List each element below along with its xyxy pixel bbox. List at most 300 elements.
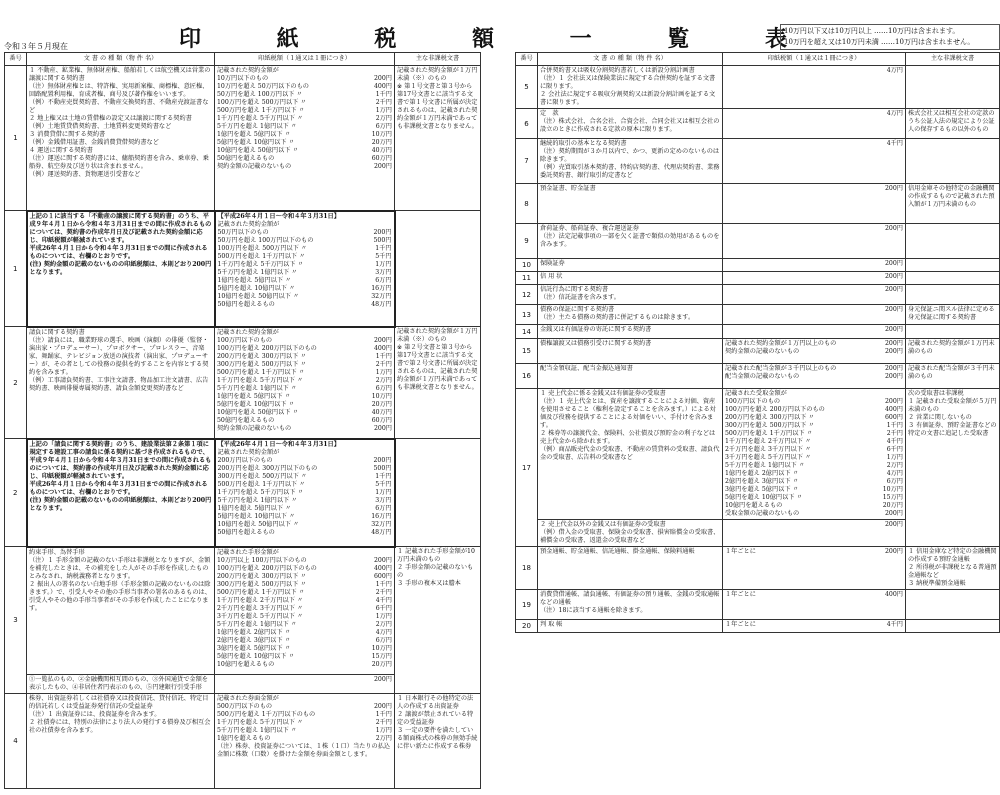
tax-cell [723, 339, 906, 364]
tax-condition: 1億円を超え 2億円以下 〃 [725, 470, 799, 477]
tax-cell [215, 547, 395, 675]
exempt-cell: １ 日本銀行その他特定の法人の作成する出資証券 ２ 譲渡が禁止されている特定の受益証券 ３ 一定の要件を満たしている額面株式の株券の無効手続に伴い新たに作成する株券 [395, 694, 481, 789]
row-number: 13 [516, 305, 538, 325]
tax-condition: 契約金額の記載のないもの [217, 424, 292, 432]
tax-line [725, 326, 903, 334]
row-number: 2 [5, 439, 27, 547]
row-number: 14 [516, 325, 538, 339]
tax-amount: 32万円 [371, 520, 392, 528]
exempt-cell [906, 139, 1000, 184]
right-table [515, 52, 1000, 633]
table-row [516, 590, 1000, 620]
tax-condition: 10億円を超え 50億円以下 〃 [217, 408, 299, 416]
tax-amount: 1万円 [375, 260, 392, 268]
tax-amount: 60万円 [371, 416, 392, 424]
exempt-cell: １ 記載された手形金額が10万円未満のもの ２ 手形金額の記載のないもの ３ 手形の複本又は謄本 [395, 547, 481, 694]
tax-condition: 3億円を超え 5億円以下 〃 [217, 644, 291, 652]
tax-line [218, 497, 392, 505]
tax-line [218, 253, 392, 261]
tax-condition: 受取金額の記載のないもの [725, 510, 800, 517]
tax-condition: 記載された契約金額が１万円以上のもの [725, 340, 837, 347]
doc-cell: 債権譲渡又は債務引受けに関する契約書 [538, 339, 723, 364]
tax-cell [215, 439, 395, 547]
doc-cell: 上記の１に該当する「不動産の譲渡に関する契約書」のうち、平成９年４月１日から令和４年３月31日までの間に作成されるものについては、契約書の作成年月日及び記載された契約金額に応じ、印紙税額が軽減されています。 平成26年４月１日から令和４年３月31日までの間に作成されるものについては、右欄のとおりです。 (注) 契約金額の記載のないものの印紙税額は、本則どおり200円となります。 [27, 211, 215, 327]
tax-condition: １年ごとに [725, 621, 756, 628]
tax-condition: 5千万円を超え 1億円以下 〃 [217, 384, 297, 392]
tax-line [218, 237, 392, 245]
tax-condition: 3億円を超え 5億円以下 〃 [725, 486, 799, 493]
tax-amount: 200円 [374, 75, 392, 82]
tax-amount: 200円 [885, 373, 903, 380]
tax-line [725, 494, 903, 502]
tax-amount: 200円 [373, 456, 392, 464]
table-row [516, 364, 1000, 389]
tax-cell [723, 305, 906, 325]
doc-cell: 定 款 （注）株式会社、合名会社、合資会社、合同会社又は相互会社の設立のときに作成される定款の原本に限ります。 [538, 109, 723, 139]
tax-cell: 200円 [723, 520, 906, 547]
tax-line [217, 401, 392, 409]
tax-condition: 1千万円を超え 2千万円以下 〃 [725, 438, 812, 445]
tax-amount: 6万円 [375, 636, 392, 644]
tax-note: （注）株券、投資証券については、１株（１口）当たりの払込金額に株数（口数）を掛けた金額を券面金額とします。 [217, 743, 391, 758]
tax-cell [215, 66, 395, 211]
as-of-date: 令和３年５月現在 [4, 42, 68, 51]
table-row [5, 547, 481, 675]
tax-amount: 200円 [885, 273, 903, 280]
tax-line [217, 99, 392, 107]
tax-line [217, 695, 392, 703]
doc-cell: １ 売上代金に係る金銭又は有価証券の受取書 （注）１ 売上代金とは、資産を譲渡することによる対価、資産を使用させること（権利を設定することを含みます。）による対価及び役務を提供することによる対価をいい、手付けを含みます。 ２ 株券等の譲渡代金、保険料、公社債及び預貯金の利子などは売上代金から除かれます。 （例）商品販売代金の受取書、不動産の賃貸料の受取書、請負代金の受取書、広告料の受取書など [538, 389, 723, 520]
tax-amount: 1千円 [375, 244, 392, 252]
tax-line [218, 261, 392, 269]
exempt-cell [906, 620, 1000, 633]
tax-condition: 5億円を超え 10億円以下 〃 [217, 400, 295, 408]
tax-line [217, 727, 392, 735]
tax-line [725, 140, 903, 148]
tax-amount: 15万円 [882, 494, 903, 501]
tax-line [725, 67, 903, 75]
tax-condition: 300万円を超え 500万円以下 〃 [217, 472, 307, 480]
tax-amount: 400円 [374, 83, 392, 90]
tax-amount: 2万円 [375, 376, 392, 384]
table-row [516, 389, 1000, 520]
header-tax: 印紙税額（１通又は１冊につき） [215, 53, 395, 66]
tax-amount: 20万円 [371, 139, 392, 146]
tax-line [217, 629, 392, 637]
tax-line [217, 91, 392, 99]
exempt-cell: 次の受取書は非課税 １ 記載された受取金額が５万円未満のもの ２ 営業に関しないもの ３ 有価証券、預貯金証書などの特定の文書に追記した受取書 [906, 389, 1000, 547]
tax-amount: 200円 [885, 225, 903, 232]
tax-amount: 4千円 [886, 621, 903, 628]
doc-cell: 信託行為に関する契約書 （注）信託証書を含みます。 [538, 285, 723, 305]
tax-line [217, 557, 392, 565]
tax-condition: 200万円を超え 300万円以下 〃 [725, 414, 815, 421]
tax-amount: 10万円 [371, 644, 392, 652]
tax-amount: 200円 [885, 365, 903, 372]
tax-line [218, 489, 392, 497]
tax-amount: 20万円 [371, 660, 392, 668]
tax-condition: 100万円を超え 500万円以下 〃 [217, 99, 307, 106]
tax-condition: 100万円以下のもの [725, 398, 781, 405]
tax-amount: 2千円 [375, 588, 392, 596]
tax-amount: 3万円 [375, 496, 392, 504]
header-no: 番号 [516, 53, 538, 66]
exempt-cell [395, 211, 481, 327]
tax-line [218, 529, 392, 537]
tax-line [217, 75, 392, 83]
tax-line [217, 107, 392, 115]
tax-line [217, 703, 392, 711]
table-row [5, 694, 481, 789]
tax-line [725, 348, 903, 356]
exempt-cell: 信用金庫その他特定の金融機関の作成するもので記載された預入額が１万円未満のもの [906, 184, 1000, 224]
tax-amount: 200円 [374, 703, 392, 710]
row-number: 15 [516, 339, 538, 364]
doc-cell: 消費貸借通帳、請負通帳、有価証券の預り通帳、金銭の受取通帳などの通帳 （注）18に該当する通帳を除きます。 [538, 590, 723, 620]
tax-amount: 4万円 [886, 110, 903, 117]
tax-line [218, 301, 392, 309]
header-exempt: 主な非課税文書 [395, 53, 481, 66]
doc-cell: 保険証券 [538, 259, 723, 272]
tax-line [725, 438, 903, 446]
exempt-cell [906, 285, 1000, 305]
tax-line [217, 645, 392, 653]
exempt-cell: 身元保証ニ関スル法律に定める身元保証に関する契約書 [906, 305, 1000, 325]
tax-amount: 1千円 [375, 580, 392, 588]
tax-line [218, 449, 392, 457]
tax-amount: 200円 [885, 398, 903, 405]
doc-cell: ２ 売上代金以外の金銭又は有価証券の受取書 （例）借入金の受取書、保険金の受取書、損害賠償金の受取書、補償金の受取書、返還金の受取書など [538, 520, 723, 547]
tax-condition: 1億円を超え 5億円以下 〃 [217, 392, 291, 400]
period-label: 【平成26年４月１日～令和４年３月31日】 [217, 212, 340, 220]
exempt-cell: 記載された契約金額が１万円未満（※）のもの ※ 第２号文書と第３号から第17号文書とに該当する文書で第２号文書に所属が決定されるものは、記載された契約金額が１万円未満であっても非課税文書となりません。 [395, 327, 481, 439]
tax-amount: 1万円 [375, 368, 392, 376]
tax-amount: 4万円 [886, 470, 903, 477]
tax-line [725, 621, 903, 629]
tax-amount: 2万円 [375, 115, 392, 122]
tax-condition: 1億円を超え 5億円以下 〃 [217, 276, 292, 284]
tax-cell [723, 224, 906, 259]
tax-amount: 200円 [885, 348, 903, 355]
tax-amount: 4千円 [375, 596, 392, 604]
tax-amount: 5千円 [375, 252, 392, 260]
tax-condition: 2億円を超え 3億円以下 〃 [725, 478, 799, 485]
tax-line [725, 286, 903, 294]
tax-condition: 5千万円を超え 1億円以下 〃 [217, 620, 297, 628]
tax-line [725, 260, 903, 268]
tax-condition: 5千万円を超え 1億円以下 〃 [217, 123, 297, 130]
tax-condition: 記載された契約金額が [217, 220, 280, 228]
tax-condition: 100万円を超え 200万円以下のもの [217, 344, 317, 352]
tax-condition: 50億円を超えるもの [217, 528, 275, 536]
tax-line [218, 473, 392, 481]
row-number: 20 [516, 620, 538, 633]
tax-condition: 100万円を超え 500万円以下 〃 [217, 244, 307, 252]
tax-condition: 5億円を超え 10億円以下 〃 [725, 494, 803, 501]
row-number: 11 [516, 272, 538, 285]
tax-amount: 6千円 [886, 446, 903, 453]
tax-line [725, 502, 903, 510]
tax-line [725, 406, 903, 414]
tax-condition: 500万円を超え 1千万円以下 〃 [725, 430, 813, 437]
doc-cell: 預金通帳、貯金通帳、信託通帳、掛金通帳、保険料通帳 [538, 547, 723, 590]
tax-line [725, 430, 903, 438]
tax-amount: 200円 [885, 286, 903, 293]
tax-line [218, 293, 392, 301]
tax-amount: 1千円 [375, 352, 392, 360]
doc-cell: 請負に関する契約書 （注）請負には、職業野球の選手、映画（演劇）の俳優（監督・演出家・プロデューサー）、プロボクサー、プロレスラー、音楽家、舞踊家、テレビジョン放送の演技者（演出家、プロデューサー）が、その者としての役務の提供を約することを内容とする契約を含みます。 （例）工事請負契約書、工事注文請書、物品加工注文請書、広告契約書、映画俳優専属契約書、請負金額変更契約書など [27, 327, 215, 439]
doc-cell: 判 取 帳 [538, 620, 723, 633]
tax-amount: 200円 [885, 510, 903, 517]
tax-condition: 1千万円を超え 5千万円以下 〃 [217, 719, 304, 726]
tax-line [217, 719, 392, 727]
row-number: 10 [516, 259, 538, 272]
tax-condition: 50億円を超えるもの [217, 416, 275, 424]
table-row [516, 259, 1000, 272]
row-number: 3 [5, 547, 27, 694]
exempt-cell [906, 325, 1000, 339]
tax-condition: 10万円以上 100万円以下のもの [217, 556, 307, 564]
tax-condition: 100万円を超え 200万円以下のもの [217, 564, 317, 572]
tax-line [725, 365, 903, 373]
tax-cell [215, 211, 395, 327]
tax-amount: 500円 [373, 236, 392, 244]
row-number: 17 [516, 389, 538, 547]
exempt-cell: 記載された契約金額が１万円未満（※）のもの ※ 第１号文書と第３号から第17号文書とに該当する文書で第１号文書に所属が決定されるものは、記載された契約金額が１万円未満であっても非課税文書となりません。 [395, 66, 481, 211]
tax-line [217, 329, 392, 337]
tax-amount: 200円 [374, 163, 392, 170]
tax-amount: 200円 [373, 228, 392, 236]
tax-amount: 48万円 [371, 528, 392, 536]
tax-condition: 配当金額の記載のないもの [725, 373, 800, 380]
tax-line [217, 597, 392, 605]
table-row [5, 211, 481, 327]
tax-line [725, 446, 903, 454]
tax-condition: 1千万円を超え 5千万円以下 〃 [217, 488, 304, 496]
tax-amount: 6万円 [886, 478, 903, 485]
row-number: 16 [516, 364, 538, 389]
tax-line [218, 521, 392, 529]
tax-line [725, 225, 903, 233]
tax-line [725, 548, 903, 556]
tax-condition: 1億円を超えるもの [217, 735, 271, 742]
row-number: 18 [516, 547, 538, 590]
tax-amount: 16万円 [371, 512, 392, 520]
tax-condition: 10億円を超え 50億円以下 〃 [217, 520, 300, 528]
table-row [5, 327, 481, 439]
tax-amount: 1万円 [375, 107, 392, 114]
tax-condition: 5千万円を超え 1億円以下 〃 [217, 496, 298, 504]
tax-condition: 500万円を超え 1千万円以下 〃 [217, 107, 305, 114]
tax-cell [723, 590, 906, 620]
tax-condition: 1億円を超え 2億円以下 〃 [217, 628, 291, 636]
tax-line [217, 605, 392, 613]
tax-line [217, 621, 392, 629]
tax-line [217, 661, 392, 669]
tax-line [725, 398, 903, 406]
tax-line [725, 486, 903, 494]
tax-line [217, 581, 392, 589]
tax-amount: 1千円 [375, 91, 392, 98]
tax-condition: 50万円を超え 100万円以下のもの [217, 236, 314, 244]
tax-condition: 1億円を超え 5億円以下 〃 [217, 504, 292, 512]
tax-condition: 記載された契約金額が [217, 67, 279, 74]
row-number: 1 [5, 66, 27, 211]
tax-amount: 200円 [374, 424, 392, 432]
tax-line [725, 306, 903, 314]
tax-cell [723, 66, 906, 109]
tax-condition: 500万円以下のもの [217, 703, 273, 710]
exempt-cell [906, 259, 1000, 272]
exempt-cell [906, 590, 1000, 620]
table-row [516, 272, 1000, 285]
tax-condition: 2千万円を超え 3千万円以下 〃 [217, 604, 304, 612]
tax-cell [723, 259, 906, 272]
tax-amount: 400円 [374, 344, 392, 352]
tax-condition: 500万円を超え 1千万円以下 〃 [217, 588, 305, 596]
tax-amount: 1千円 [375, 472, 392, 480]
tax-amount: 200円 [374, 556, 392, 564]
tax-condition: 5億円を超え 10億円以下 〃 [217, 652, 295, 660]
tax-condition: 300万円を超え 500万円以下 〃 [217, 360, 307, 368]
tax-line [217, 409, 392, 417]
tax-condition: 200万円を超え 300万円以下 〃 [217, 352, 307, 360]
tax-line [217, 123, 392, 131]
row-number: 8 [516, 184, 538, 224]
tax-amount: 2千円 [375, 719, 392, 726]
tax-amount: 2千円 [375, 360, 392, 368]
tax-line [725, 110, 903, 118]
tax-line [218, 465, 392, 473]
doc-cell: 債務の保証に関する契約書 （注）主たる債務の契約書に併記するものは除きます。 [538, 305, 723, 325]
tax-condition: 2千万円を超え 3千万円以下 〃 [725, 446, 812, 453]
tax-line [725, 478, 903, 486]
tax-condition: 記載された配当金額が３千円以上のもの [725, 365, 837, 372]
row-number: 4 [5, 694, 27, 789]
exempt-cell [906, 224, 1000, 259]
tax-amount: 4万円 [375, 628, 392, 636]
tax-condition: 200万円を超え 300万円以下 〃 [217, 572, 307, 580]
period-label: 【平成26年４月１日～令和４年３月31日】 [217, 440, 340, 448]
table-row [516, 547, 1000, 590]
table-row [5, 439, 481, 547]
tax-condition: 10万円以下のもの [217, 75, 269, 82]
tax-amount: 200円 [885, 548, 903, 555]
row-number: 7 [516, 139, 538, 184]
tax-condition: 記載された契約金額が [217, 448, 280, 456]
exempt-cell: 記載された契約金額が１万円未満のもの [906, 339, 1000, 364]
tax-amount: 32万円 [371, 292, 392, 300]
tax-condition: 1千万円を超え 5千万円以下 〃 [217, 260, 304, 268]
tax-amount: 2千円 [886, 430, 903, 437]
tax-line [217, 83, 392, 91]
tax-condition: 3千万円を超え 5千万円以下 〃 [725, 454, 812, 461]
note-box [780, 24, 1000, 50]
tax-amount: 2万円 [375, 735, 392, 742]
tax-amount: 2万円 [886, 462, 903, 469]
tax-condition: 記載された受取金額が [725, 390, 787, 397]
tax-cell [723, 547, 906, 590]
doc-cell: 預金証書、貯金証書 [538, 184, 723, 224]
table-row [516, 339, 1000, 364]
tax-line [725, 414, 903, 422]
tax-line [218, 269, 392, 277]
tax-line [218, 277, 392, 285]
tax-line [217, 549, 392, 557]
tax-amount: 400円 [374, 564, 392, 572]
tax-line [217, 369, 392, 377]
tax-amount: 40万円 [371, 408, 392, 416]
tax-amount: 1万円 [375, 488, 392, 496]
table-row [516, 66, 1000, 109]
tax-line [218, 457, 392, 465]
doc-cell: 上記の「請負に関する契約書」のうち、建設業法第２条第１項に規定する建設工事の請負に係る契約に基づき作成されるもので、平成９年４月１日から令和４年３月31日までの間に作成されるものについては、契約書の作成年月日及び記載された契約金額に応じ、印紙税額が軽減されています。 平成26年４月１日から令和４年３月31日までの間に作成されるものについては、右欄のとおりです。 (注) 契約金額の記載のないものの印紙税額は、本則どおり200円となります。 [27, 439, 215, 547]
tax-amount: 6万円 [375, 384, 392, 392]
tax-amount: 400円 [885, 406, 903, 413]
tax-line [218, 513, 392, 521]
tax-amount: 1万円 [375, 612, 392, 620]
row-number: 6 [516, 109, 538, 139]
tax-condition: １年ごとに [725, 548, 756, 555]
tax-line [217, 613, 392, 621]
tax-cell [723, 184, 906, 224]
tax-condition: 記載された手形金額が [217, 548, 279, 556]
tax-line [217, 155, 392, 163]
tax-condition: １年ごとに [725, 591, 756, 598]
tax-amount: 4千円 [886, 438, 903, 445]
tax-amount: 6万円 [375, 123, 392, 130]
tax-line [218, 229, 392, 237]
tax-condition: 1千万円を超え 5千万円以下 〃 [217, 115, 304, 122]
tax-line [218, 481, 392, 489]
exempt-cell [395, 439, 481, 547]
tax-cell [215, 327, 395, 439]
tax-cell [723, 109, 906, 139]
exempt-cell [906, 66, 1000, 109]
tax-line [217, 147, 392, 155]
tax-amount: 1千円 [886, 422, 903, 429]
tax-line [725, 510, 903, 518]
exempt-cell: 株式会社又は相互会社の定款のうち公証人法の規定により公証人の保存するもの以外のもの [906, 109, 1000, 139]
tax-amount: 200円 [374, 336, 392, 344]
tax-amount: 20万円 [371, 400, 392, 408]
tax-condition: 5億円を超え 10億円以下 〃 [217, 139, 295, 146]
tax-amount: 10万円 [882, 486, 903, 493]
tax-condition: 50億円を超えるもの [217, 155, 275, 162]
tax-line [725, 470, 903, 478]
tax-line [725, 373, 903, 381]
tax-condition: 100万円を超え 200万円以下のもの [725, 406, 825, 413]
tax-condition: 5億円を超え 10億円以下 〃 [217, 284, 296, 292]
tax-condition: 1億円を超え 5億円以下 〃 [217, 131, 291, 138]
doc-cell: 約束手形、為替手形 （注）１ 手形金額の記載のない手形は非課税となりますが、金額を補充したときは、その補充をした人がその手形を作成したものとみなされ、納税義務者となります。 ２ 振出人の署名のない白地手形（手形金額の記載のないものは除きます。）で、引受人やその他の手形当事者の署名のあるものは、引受人やその他の手形当事者がその手形を作成したことになります。 [27, 547, 215, 675]
tax-amount: 400円 [885, 591, 903, 598]
tax-amount: 600円 [885, 414, 903, 421]
tax-line [217, 353, 392, 361]
tax-line [217, 653, 392, 661]
tax-line [217, 131, 392, 139]
doc-cell: 合併契約書又は吸収分割契約書若しくは新設分割計画書 （注）１ 会社法又は保険業法に規定する合併契約を証する文書に限ります。 ２ 会社法に規定する吸収分割契約又は新設分割計画を証する文書に限ります。 [538, 66, 723, 109]
tax-condition: 記載された契約金額が [217, 328, 279, 336]
tax-line [217, 163, 392, 171]
doc-cell: 倉荷証券、船荷証券、複合運送証券 （注）法定記載事項の一部を欠く証書で類似の効用があるものを含みます。 [538, 224, 723, 259]
row-number: 9 [516, 224, 538, 259]
row-number: 1 [5, 211, 27, 327]
tax-line [217, 139, 392, 147]
tax-amount: 200円 [885, 340, 903, 347]
tax-line [218, 245, 392, 253]
tax-amount: 1万円 [375, 727, 392, 734]
